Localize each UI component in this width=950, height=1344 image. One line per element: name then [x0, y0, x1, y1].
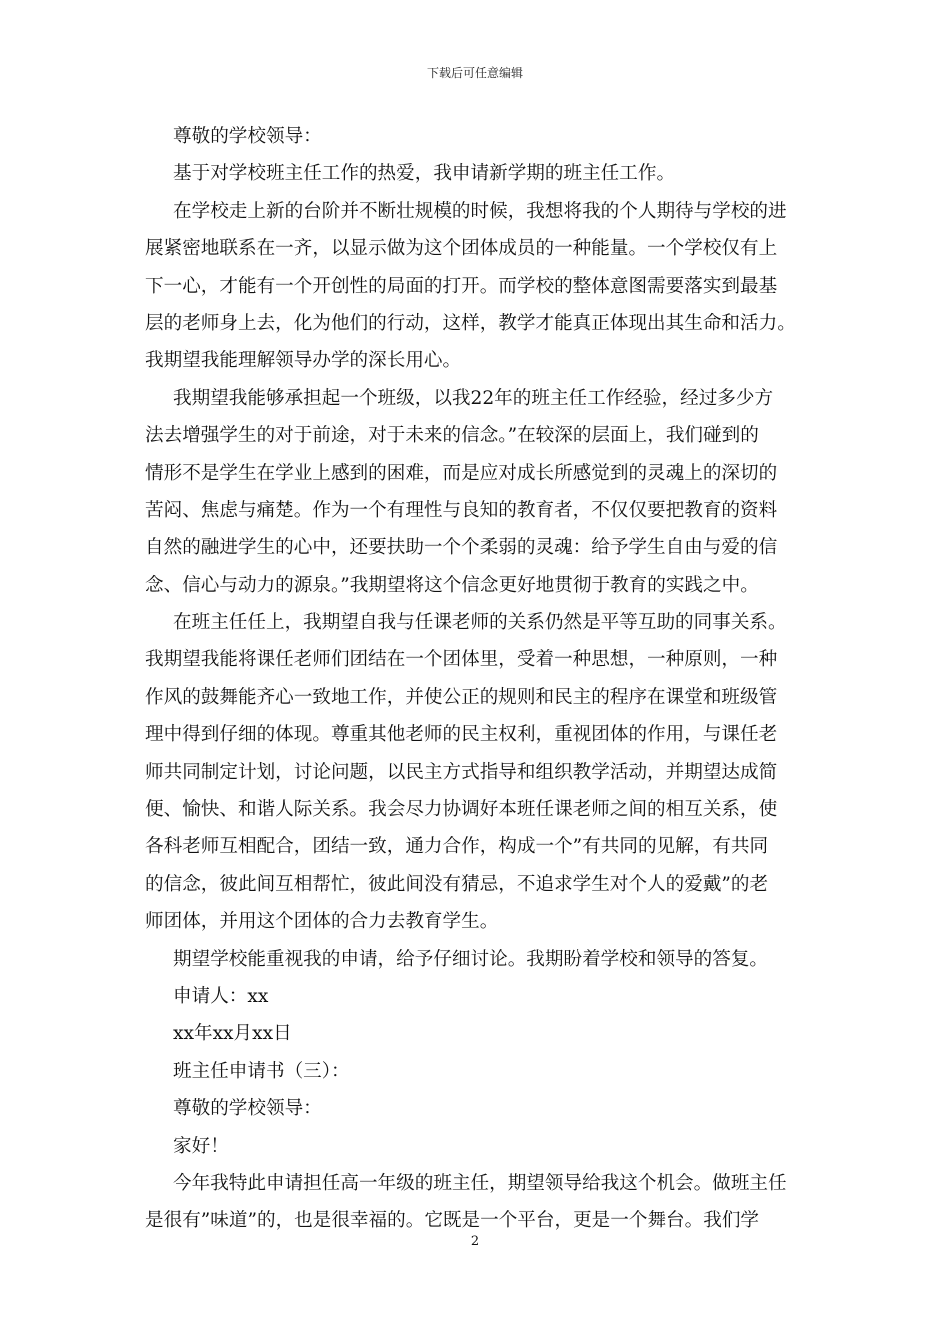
text-line: 念、信心与动力的源泉。”我期望将这个信念更好地贯彻于教育的实践之中。 [145, 574, 759, 596]
page-header-note: 下载后可任意编辑 [426, 66, 523, 80]
text-line: 苦闷、焦虑与痛楚。作为一个有理性与良知的教育者，不仅仅要把教育的资料 [145, 499, 778, 521]
text-line: 下一心，才能有一个开创性的局面的打开。而学校的整体意图需要落实到最基 [145, 275, 778, 297]
text-line: 作风的鼓舞能齐心一致地工作，并使公正的规则和民主的程序在课堂和班级管 [145, 686, 778, 708]
text-line: 情形不是学生在学业上感到的困难，而是应对成长所感觉到的灵魂上的深切的 [145, 462, 778, 484]
text-line: 班主任申请书（三）： [173, 1060, 350, 1082]
text-line: 今年我特此申请担任高一年级的班主任，期望领导给我这个机会。做班主任 [173, 1172, 787, 1194]
document-body [145, 118, 813, 1240]
text-line: 尊敬的学校领导： [173, 1098, 322, 1120]
text-line: 展紧密地联系在一齐，以显示做为这个团体成员的一种能量。一个学校仅有上 [145, 238, 778, 260]
page-number: 2 [470, 1234, 480, 1249]
text-line: 基于对学校班主任工作的热爱，我申请新学期的班主任工作。 [173, 163, 676, 185]
text-line: 理中得到仔细的体现。尊重其他老师的民主权利，重视团体的作用，与课任老 [145, 724, 778, 746]
text-line: 申请人：xx [173, 985, 269, 1007]
text-line: 的信念，彼此间互相帮忙，彼此间没有猜忌，不追求学生对个人的爱戴”的老 [145, 873, 769, 895]
text-line: 各科老师互相配合，团结一致，通力合作，构成一个”有共同的见解，有共同 [145, 836, 769, 858]
text-line: xx年xx月xx日 [173, 1023, 292, 1045]
text-line: 家好！ [173, 1135, 229, 1157]
text-line: 便、愉快、和谐人际关系。我会尽力协调好本班任课老师之间的相互关系，使 [145, 799, 778, 821]
text-line: 自然的融进学生的心中，还要扶助一个个柔弱的灵魂：给予学生自由与爱的信 [145, 537, 778, 559]
text-line: 层的老师身上去，化为他们的行动，这样，教学才能真正体现出其生命和活力。 [145, 312, 796, 334]
text-line: 期望学校能重视我的申请，给予仔细讨论。我期盼着学校和领导的答复。 [173, 948, 769, 970]
text-line: 我期望我能将课任老师们团结在一个团体里，受着一种思想，一种原则，一种 [145, 649, 778, 671]
text-line: 师团体，并用这个团体的合力去教育学生。 [145, 911, 499, 933]
text-line: 我期望我能理解领导办学的深长用心。 [145, 350, 462, 372]
text-line: 在学校走上新的台阶并不断壮规模的时候，我想将我的个人期待与学校的进 [173, 200, 787, 222]
text-line: 法去增强学生的对于前途，对于未来的信念。”在较深的层面上，我们碰到的 [145, 425, 759, 447]
text-line: 师共同制定计划，讨论问题，以民主方式指导和组织教学活动，并期望达成简 [145, 761, 778, 783]
text-line: 我期望我能够承担起一个班级，以我22年的班主任工作经验，经过多少方 [173, 387, 774, 409]
text-line: 在班主任任上，我期望自我与任课老师的关系仍然是平等互助的同事关系。 [173, 612, 787, 634]
text-line: 尊敬的学校领导： [173, 126, 322, 147]
text-line: 是很有”味道”的，也是很幸福的。它既是一个平台，更是一个舞台。我们学 [145, 1210, 760, 1232]
